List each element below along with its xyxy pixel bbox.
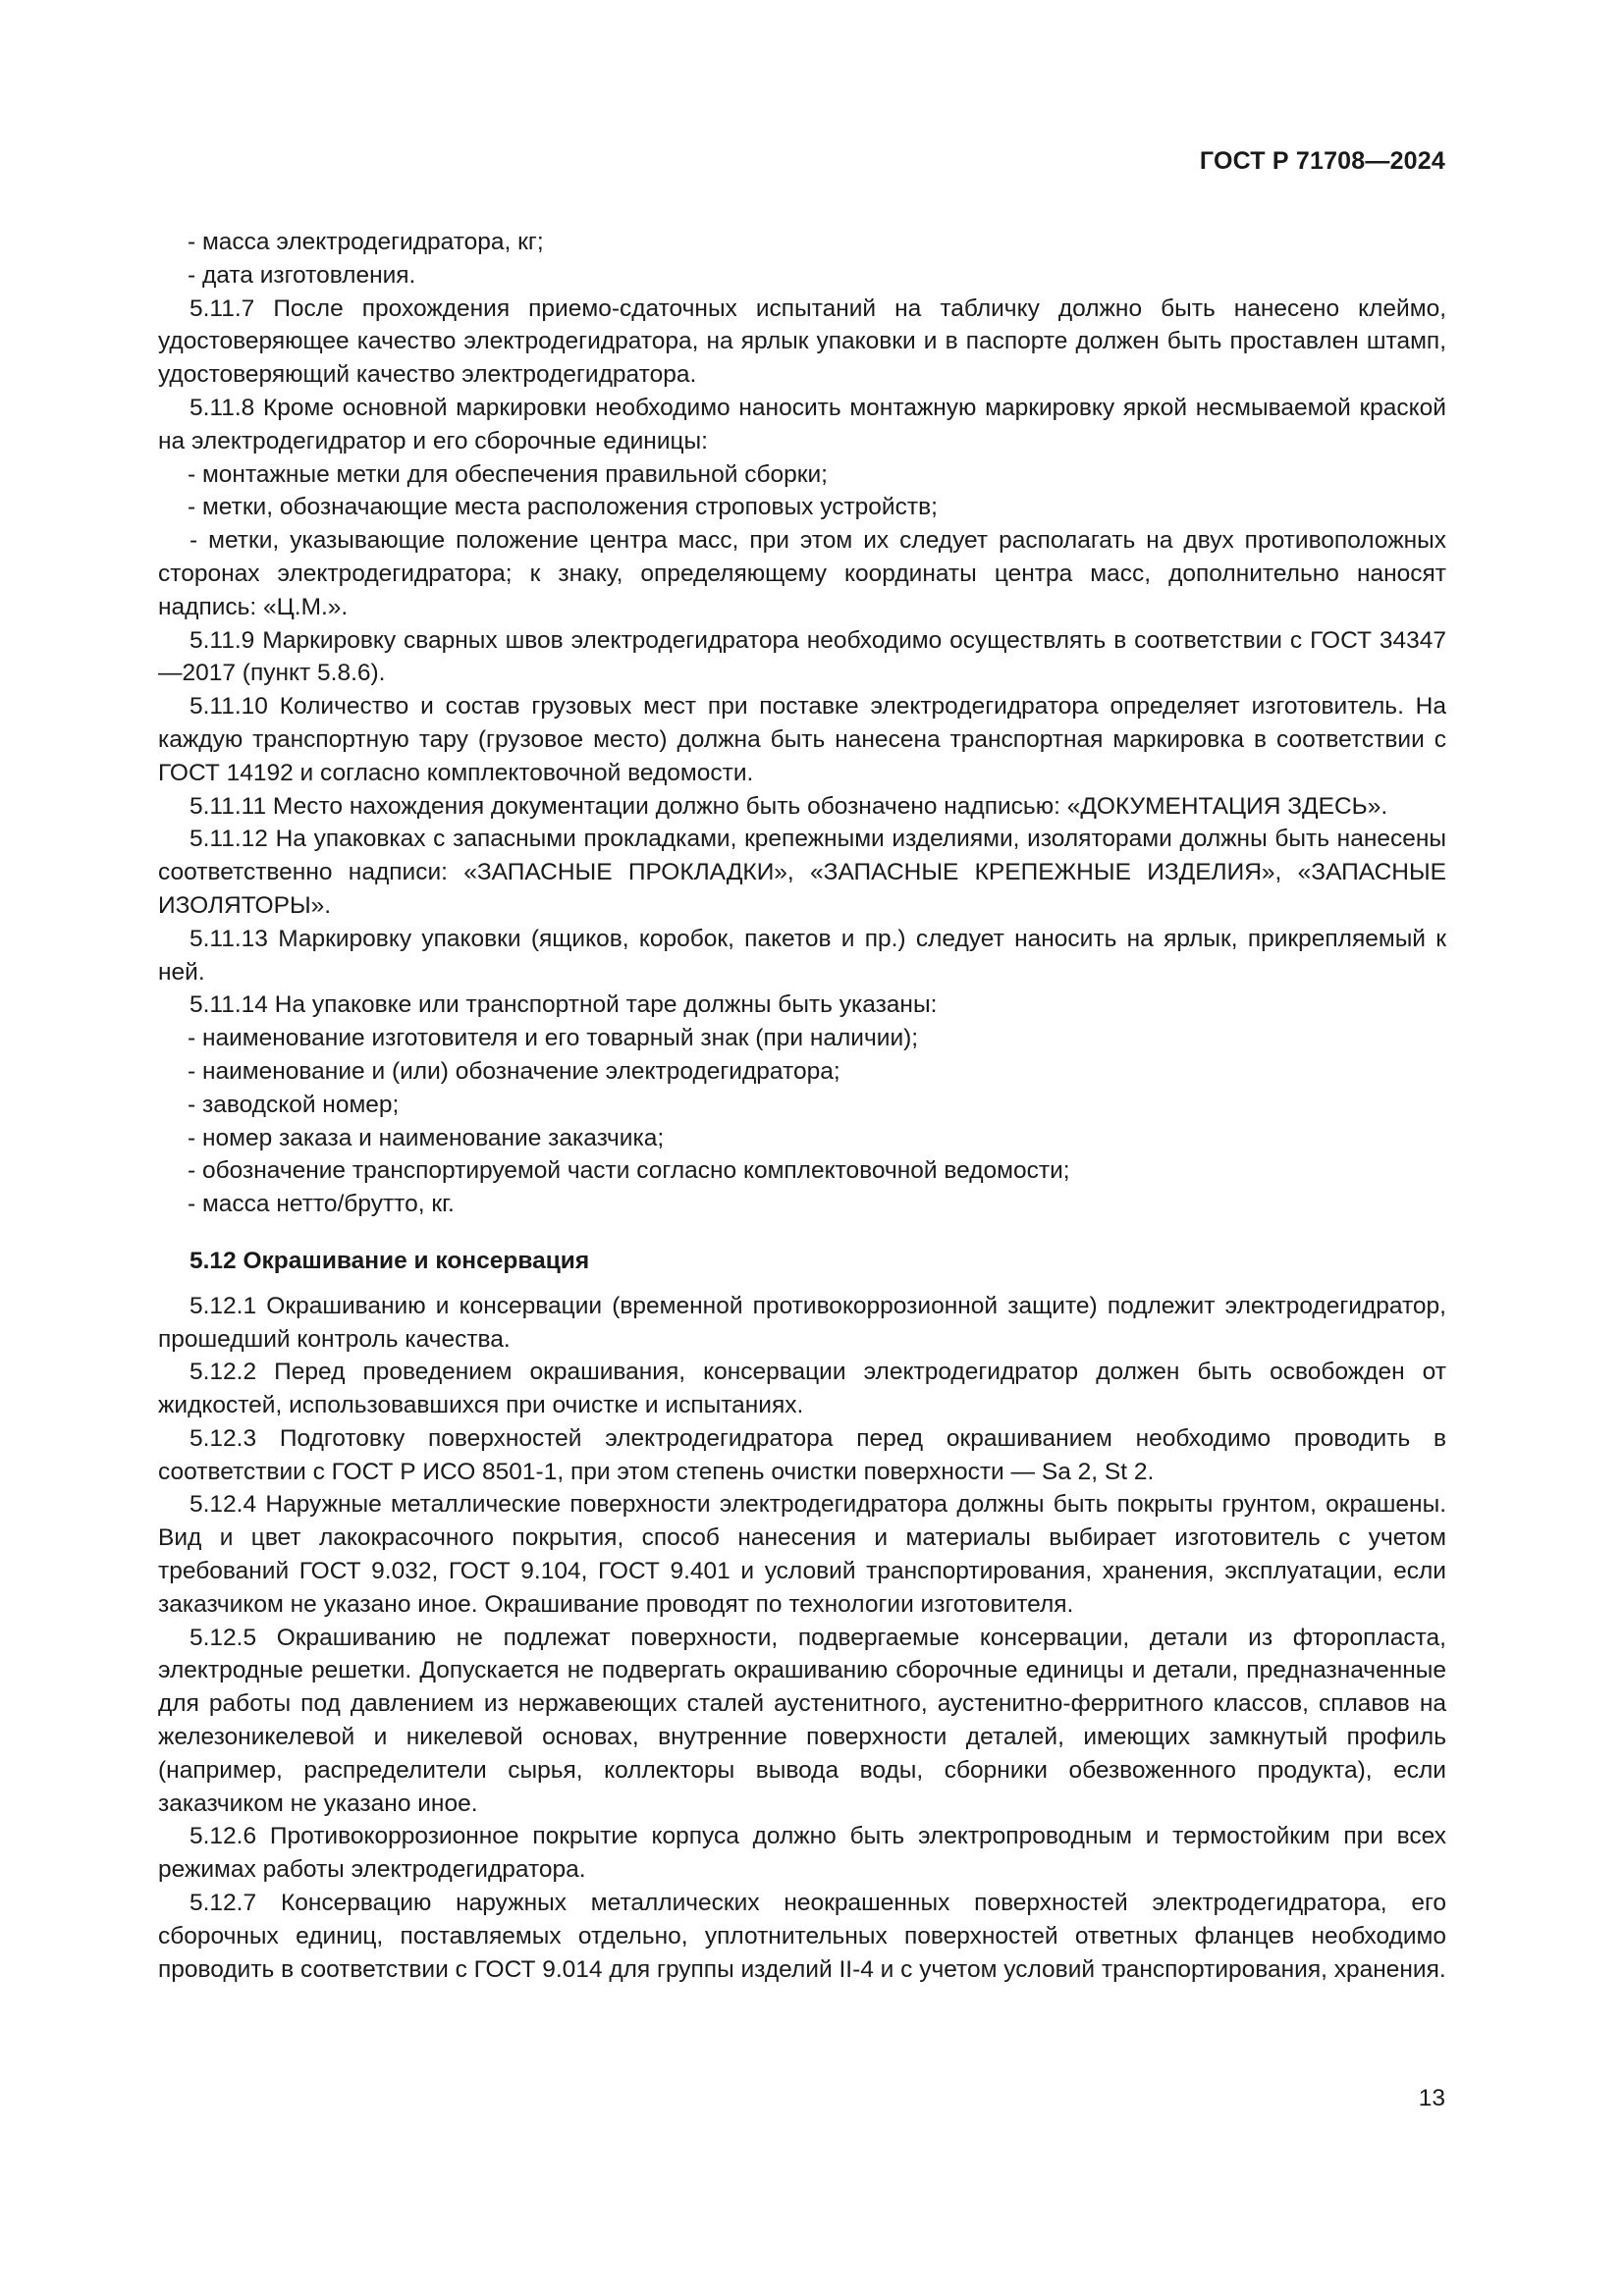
paragraph-5-11-11: 5.11.11 Место нахождения документации должно быть обозначено надписью: «ДОКУМЕНТАЦИЯ ЗДЕСЬ». [189,792,1388,820]
list-item: - масса электродегидратора, кг; [188,229,544,255]
paragraph-5-11-7: 5.11.7 После прохождения приемо-сдаточных испытаний на табличку должно быть нанесено клеймо, удостоверяющее качество электродегидратора, на ярлык упаковки и в паспорте должен быть проставлен штамп, удостоверяющий качество электродегидратора. [158,294,1446,389]
standard-code-header: ГОСТ Р 71708—2024 [1199,147,1445,175]
paragraph-5-12-3: 5.12.3 Подготовку поверхностей электродегидратора перед окрашиванием необходимо проводить в соответствии с ГОСТ Р ИСО 8501-1, при этом степень очистки поверхности — Sa 2, St 2. [158,1424,1446,1485]
paragraph-5-12-1: 5.12.1 Окрашиванию и консервации (временной противокоррозионной защите) подлежит электродегидратор, прошедший контроль качества. [158,1292,1446,1353]
paragraph-5-12-7: 5.12.7 Консервацию наружных металлических неокрашенных поверхностей электродегидратора, его сборочных единиц, поставляемых отдельно, уплотнительных поверхностей ответных фланцев необходимо проводить в соответствии с ГОСТ 9.014 для группы изделий II-4 и с учетом условий транспортирования, хранения. [158,1890,1446,1983]
paragraph-5-12-5: 5.12.5 Окрашиванию не подлежат поверхности, подвергаемые консервации, детали из фторопласта, электродные решетки. Допускается не подвергать окрашиванию сборочные единицы и детали, предназначенные для работы под давлением из нержавеющих сталей аустенитного, аустенитно-ферритного классов, сплавов на железоникелевой и никелевой основах, внутренние поверхности деталей, имеющих замкнутый профиль (например, распределители сырья, коллекторы вывода воды, сборники обезвоженного продукта), если заказчиком не указано иное. [158,1624,1446,1817]
list-item: - наименование изготовителя и его товарный знак (при наличии); [188,1025,919,1052]
list-item: - метки, обозначающие места расположения строповых устройств; [188,494,938,521]
list-item: - дата изготовления. [188,261,416,289]
section-heading-5-12: 5.12 Окрашивание и консервация [189,1247,590,1274]
list-item: - наименование и (или) обозначение электродегидратора; [188,1057,840,1085]
list-item: - масса нетто/брутто, кг. [188,1191,455,1218]
list-item: - монтажные метки для обеспечения правильной сборки; [188,460,828,488]
paragraph-5-11-10: 5.11.10 Количество и состав грузовых мест при поставке электродегидратора определяет изготовитель. На каждую транспортную тару (грузовое место) должна быть нанесена транспортная маркировка в соответствии с ГОСТ 14192 и согласно комплектовочной ведомости. [158,693,1446,786]
document-body [158,226,1446,1986]
paragraph-5-12-2: 5.12.2 Перед проведением окрашивания, консервации электродегидратор должен быть освобожден от жидкостей, использовавшихся при очистке и испытаниях. [158,1359,1446,1419]
page-number: 13 [1418,2085,1445,2111]
paragraph-5-12-6: 5.12.6 Противокоррозионное покрытие корпуса должно быть электропроводным и термостойким при всех режимах работы электродегидратора. [158,1823,1446,1884]
paragraph-5-11-13: 5.11.13 Маркировку упаковки (ящиков, коробок, пакетов и пр.) следует наносить на ярлык, прикрепляемый к ней. [158,925,1446,986]
paragraph-5-11-14: 5.11.14 На упаковке или транспортной таре должны быть указаны: [189,991,938,1019]
list-item: - обозначение транспортируемой части согласно комплектовочной ведомости; [188,1157,1070,1185]
paragraph-5-11-8: 5.11.8 Кроме основной маркировки необходимо наносить монтажную маркировку яркой несмываемой краской на электродегидратор и его сборочные единицы: [158,394,1446,454]
list-item: - заводской номер; [188,1091,400,1118]
paragraph-5-11-9: 5.11.9 Маркировку сварных швов электродегидратора необходимо осуществлять в соответствии с ГОСТ 34347—2017 (пункт 5.8.6). [158,626,1446,687]
list-item: - номер заказа и наименование заказчика; [188,1124,665,1151]
paragraph-5-12-4: 5.12.4 Наружные металлические поверхности электродегидратора должны быть покрыты грунтом, окрашены. Вид и цвет лакокрасочного покрытия, способ нанесения и материалы выбирает изготовитель с учетом требований ГОСТ 9.032, ГОСТ 9.104, ГОСТ 9.401 и условий транспортирования, хранения, эксплуатации, если заказчиком не указано иное. Окрашивание проводят по технологии изготовителя. [158,1491,1446,1618]
list-item-center-of-mass: - метки, указывающие положение центра масс, при этом их следует располагать на двух противоположных сторонах электродегидратора; к знаку, определяющему координаты центра масс, дополнительно наносят надпись: «Ц.М.». [158,527,1446,620]
paragraph-5-11-12: 5.11.12 На упаковках с запасными прокладками, крепежными изделиями, изоляторами должны быть нанесены соответственно надписи: «ЗАПАСНЫЕ ПРОКЛАДКИ», «ЗАПАСНЫЕ КРЕПЕЖНЫЕ ИЗДЕЛИЯ», «ЗАПАСНЫЕ ИЗОЛЯТОРЫ». [158,826,1446,919]
